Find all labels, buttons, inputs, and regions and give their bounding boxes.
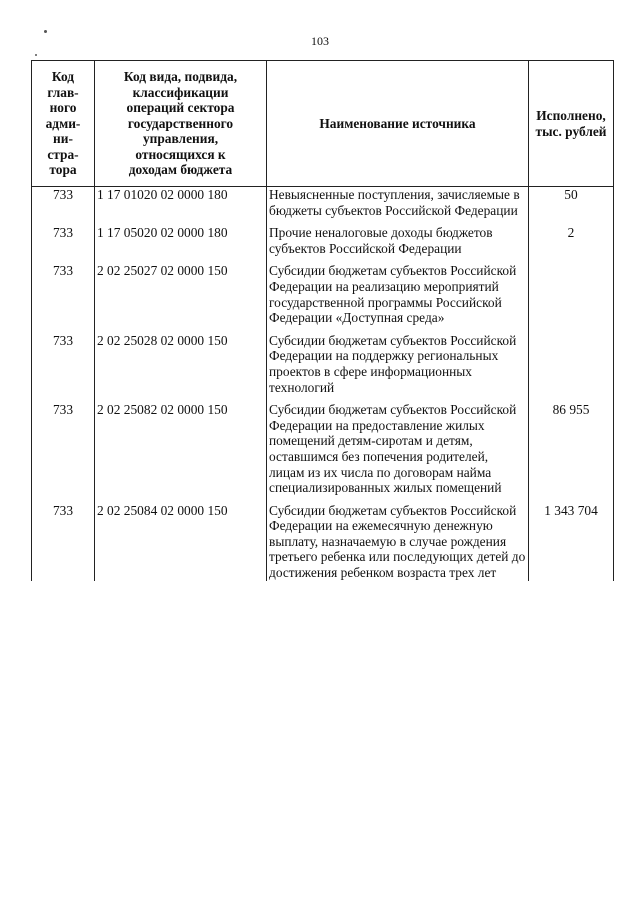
cell-source-name: Субсидии бюджетам субъектов Российской Федерации на поддержку региональных проектов в сфере информационных технологий [267,333,529,402]
table-row [32,333,614,402]
cell-admin-code: 733 [32,187,95,226]
table-row [32,503,614,581]
cell-type-code: 1 17 05020 02 0000 180 [95,225,267,263]
cell-executed [529,263,614,332]
header-executed: Исполнено, тыс. рублей [529,61,614,187]
cell-type-code: 2 02 25027 02 0000 150 [95,263,267,332]
cell-source-name: Субсидии бюджетам субъектов Российской Федерации на реализацию мероприятий государственной программы Российской Федерации «Доступная среда» [267,263,529,332]
cell-executed: 2 [529,225,614,263]
scan-speck [44,30,47,33]
cell-source-name: Невыясненные поступления, зачисляемые в бюджеты субъектов Российской Федерации [267,187,529,226]
cell-type-code: 2 02 25084 02 0000 150 [95,503,267,581]
cell-admin-code: 733 [32,263,95,332]
cell-source-name: Субсидии бюджетам субъектов Российской Федерации на ежемесячную денежную выплату, назначаемую в случае рождения третьего ребенка или последующих детей до достижения ребенком возраста трех лет [267,503,529,581]
cell-source-name: Прочие неналоговые доходы бюджетов субъектов Российской Федерации [267,225,529,263]
cell-type-code: 2 02 25082 02 0000 150 [95,402,267,503]
cell-admin-code: 733 [32,402,95,503]
header-admin-code: Код глав- ного адми- ни- стра- тора [32,61,95,187]
cell-admin-code: 733 [32,333,95,402]
cell-type-code: 1 17 01020 02 0000 180 [95,187,267,226]
table-row [32,263,614,332]
revenue-table [31,60,614,581]
table-row [32,225,614,263]
cell-type-code: 2 02 25028 02 0000 150 [95,333,267,402]
cell-executed [529,333,614,402]
cell-admin-code: 733 [32,503,95,581]
table-row [32,187,614,226]
header-type-code: Код вида, подвида, классификации операций сектора государственного управления, относящихся к доходам бюджета [95,61,267,187]
cell-executed: 50 [529,187,614,226]
table-row [32,402,614,503]
cell-executed: 86 955 [529,402,614,503]
cell-executed: 1 343 704 [529,503,614,581]
header-source-name: Наименование источника [267,61,529,187]
header-row [32,61,614,187]
cell-admin-code: 733 [32,225,95,263]
page-number: 103 [311,34,329,48]
cell-source-name: Субсидии бюджетам субъектов Российской Федерации на предоставление жилых помещений детям-сиротам и детям, оставшимся без попечения родителей, лицам из их числа по договорам найма специализированных жилых помещений [267,402,529,503]
scan-speck [35,54,37,56]
